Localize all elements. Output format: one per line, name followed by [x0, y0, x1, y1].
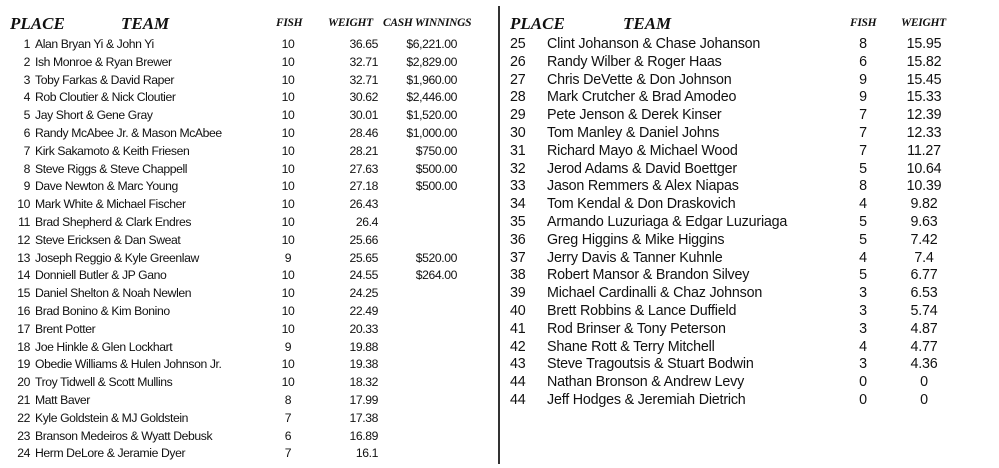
- cell-fish: 10: [281, 375, 295, 390]
- cell-cash-winnings: $2,446.00: [406, 90, 457, 105]
- cell-fish: 9: [859, 71, 867, 88]
- cell-place: 5: [23, 108, 30, 123]
- table-row: [510, 232, 994, 250]
- cell-fish: 6: [284, 428, 292, 443]
- cell-team: Michael Cardinalli & Chaz Johnson: [547, 285, 763, 302]
- cell-team: Obedie Williams & Hulen Johnson Jr.: [35, 357, 222, 372]
- cell-fish: 3: [859, 320, 867, 337]
- header-fish: FISH: [850, 17, 877, 29]
- table-row: [8, 339, 492, 357]
- cell-fish: 7: [859, 107, 867, 124]
- cell-fish: 4: [859, 249, 867, 266]
- table-row: [510, 267, 994, 285]
- cell-weight: 0: [920, 391, 928, 408]
- cell-fish: 6: [859, 53, 867, 70]
- cell-fish: 10: [281, 37, 295, 51]
- cell-fish: 10: [281, 72, 295, 87]
- cell-place: 4: [23, 90, 30, 105]
- cell-cash-winnings: $1,520.00: [406, 108, 457, 123]
- cell-place: 43: [510, 356, 526, 373]
- cell-place: 30: [510, 124, 526, 141]
- cell-team: Pete Jenson & Derek Kinser: [547, 107, 722, 124]
- cell-fish: 9: [284, 250, 292, 265]
- table-row: [8, 321, 492, 339]
- cell-place: 25: [510, 36, 526, 52]
- cell-place: 35: [510, 213, 526, 230]
- cell-place: 42: [510, 338, 526, 355]
- header-weight: WEIGHT: [328, 17, 373, 29]
- cell-weight: 25.66: [349, 232, 378, 247]
- cell-team: Shane Rott & Terry Mitchell: [547, 338, 715, 355]
- table-row: [510, 374, 994, 392]
- cell-cash-winnings: $500.00: [415, 179, 457, 194]
- cell-fish: 7: [284, 410, 292, 425]
- cell-weight: 24.55: [349, 268, 378, 283]
- cell-place: 31: [510, 142, 526, 159]
- cell-fish: 10: [281, 161, 295, 176]
- cell-weight: 6.53: [910, 285, 938, 302]
- table-row: [510, 178, 994, 196]
- cell-team: Daniel Shelton & Noah Newlen: [35, 286, 192, 301]
- cell-place: 10: [17, 197, 30, 212]
- cell-team: Steve Riggs & Steve Chappell: [35, 161, 188, 176]
- table-row: [8, 250, 492, 268]
- table-row: [8, 303, 492, 321]
- table-row: [510, 54, 994, 72]
- cell-fish: 10: [281, 286, 295, 301]
- table-row: [510, 107, 994, 125]
- cell-team: Donniell Butler & JP Gano: [35, 268, 167, 283]
- cell-weight: 5.74: [910, 302, 938, 319]
- cell-place: 19: [17, 357, 30, 372]
- header-team: TEAM: [121, 14, 170, 33]
- cell-weight: 12.39: [906, 107, 942, 124]
- cell-fish: 9: [284, 339, 292, 354]
- table-row: [510, 36, 994, 54]
- table-row: [510, 161, 994, 179]
- cell-fish: 5: [859, 213, 867, 230]
- cell-weight: 11.27: [907, 142, 941, 159]
- cell-place: 37: [510, 249, 526, 266]
- cell-weight: 17.38: [349, 410, 378, 425]
- cell-fish: 9: [859, 89, 867, 106]
- cell-fish: 7: [859, 124, 867, 141]
- cell-weight: 10.39: [906, 178, 942, 195]
- cell-team: Toby Farkas & David Raper: [35, 72, 175, 87]
- table-row: [510, 356, 994, 374]
- table-row: [510, 339, 994, 357]
- cell-place: 22: [17, 410, 30, 425]
- cell-weight: 4.87: [910, 320, 938, 337]
- cell-team: Randy Wilber & Roger Haas: [547, 53, 722, 70]
- table-row: [8, 410, 492, 428]
- cell-fish: 4: [859, 196, 867, 213]
- cell-team: Tom Manley & Daniel Johns: [547, 124, 720, 141]
- results-table-left: [8, 14, 492, 463]
- cell-team: Alan Bryan Yi & John Yi: [35, 37, 154, 51]
- header-cash-winnings: CASH WINNINGS: [383, 17, 472, 29]
- cell-place: 1: [23, 37, 30, 51]
- cell-weight: 4.36: [910, 356, 938, 373]
- table-row: [8, 428, 492, 446]
- cell-place: 12: [17, 232, 30, 247]
- cell-weight: 7.4: [914, 249, 934, 266]
- cell-place: 14: [17, 268, 30, 283]
- cell-weight: 17.99: [349, 392, 378, 407]
- cell-team: Mark White & Michael Fischer: [35, 197, 186, 212]
- table-row: [8, 107, 492, 125]
- cell-place: 20: [17, 375, 30, 390]
- cell-cash-winnings: $6,221.00: [406, 37, 457, 51]
- table-row: [8, 89, 492, 107]
- cell-fish: 10: [281, 357, 295, 372]
- cell-team: Brett Robbins & Lance Duffield: [547, 302, 737, 319]
- cell-team: Dave Newton & Marc Young: [35, 179, 178, 194]
- cell-weight: 16.89: [349, 428, 378, 443]
- cell-team: Steve Ericksen & Dan Sweat: [35, 232, 181, 247]
- cell-place: 9: [23, 179, 30, 194]
- table-row: [8, 54, 492, 72]
- table-row: [8, 232, 492, 250]
- cell-place: 21: [17, 392, 30, 407]
- cell-weight: 22.49: [349, 303, 378, 318]
- cell-team: Tom Kendal & Don Draskovich: [547, 196, 736, 213]
- table-row: [8, 125, 492, 143]
- cell-weight: 30.62: [349, 90, 378, 105]
- cell-weight: 20.33: [349, 321, 378, 336]
- cell-fish: 8: [859, 178, 867, 195]
- cell-fish: 0: [859, 391, 867, 408]
- header-place: PLACE: [510, 14, 565, 33]
- cell-place: 16: [17, 303, 30, 318]
- cell-weight: 32.71: [349, 72, 378, 87]
- cell-weight: 27.63: [349, 161, 378, 176]
- cell-team: Jay Short & Gene Gray: [35, 108, 153, 123]
- cell-weight: 10.64: [906, 160, 942, 177]
- cell-team: Nathan Bronson & Andrew Levy: [547, 374, 745, 391]
- cell-weight: 19.88: [349, 339, 378, 354]
- cell-team: Brad Bonino & Kim Bonino: [35, 303, 170, 318]
- cell-weight: 24.25: [349, 286, 378, 301]
- cell-place: 39: [510, 285, 526, 302]
- cell-place: 28: [510, 89, 526, 106]
- cell-fish: 10: [281, 197, 295, 212]
- cell-fish: 7: [284, 446, 292, 461]
- cell-fish: 10: [281, 214, 295, 229]
- header-weight: WEIGHT: [901, 17, 946, 29]
- cell-weight: 16.1: [355, 446, 378, 461]
- cell-fish: 10: [281, 321, 295, 336]
- cell-cash-winnings: $264.00: [415, 268, 457, 283]
- cell-weight: 12.33: [906, 124, 942, 141]
- table-row: [510, 321, 994, 339]
- cell-fish: 8: [284, 392, 292, 407]
- cell-place: 11: [18, 214, 30, 229]
- table-row: [510, 303, 994, 321]
- table-row: [8, 196, 492, 214]
- cell-place: 33: [510, 178, 526, 195]
- cell-weight: 0: [920, 374, 928, 391]
- cell-team: Kyle Goldstein & MJ Goldstein: [35, 410, 189, 425]
- cell-fish: 10: [281, 268, 295, 283]
- cell-weight: 7.42: [910, 231, 938, 248]
- cell-place: 23: [17, 428, 30, 443]
- cell-team: Troy Tidwell & Scott Mullins: [35, 375, 173, 390]
- cell-team: Richard Mayo & Michael Wood: [547, 142, 738, 159]
- cell-team: Herm DeLore & Jeramie Dyer: [35, 446, 186, 461]
- cell-fish: 0: [859, 374, 867, 391]
- cell-weight: 27.18: [349, 179, 378, 194]
- cell-team: Steve Tragoutsis & Stuart Bodwin: [547, 356, 754, 373]
- cell-team: Brad Shepherd & Clark Endres: [35, 214, 192, 229]
- cell-team: Ish Monroe & Ryan Brewer: [35, 54, 172, 69]
- cell-fish: 10: [281, 232, 295, 247]
- cell-team: Mark Crutcher & Brad Amodeo: [547, 89, 737, 106]
- cell-place: 36: [510, 231, 526, 248]
- cell-team: Brent Potter: [35, 321, 96, 336]
- cell-fish: 5: [859, 267, 867, 284]
- cell-fish: 10: [281, 143, 295, 158]
- cell-weight: 15.45: [906, 71, 942, 88]
- cell-cash-winnings: $1,960.00: [406, 72, 457, 87]
- cell-team: Kirk Sakamoto & Keith Friesen: [35, 143, 190, 158]
- table-row: [8, 285, 492, 303]
- cell-cash-winnings: $520.00: [415, 250, 457, 265]
- cell-team: Jeff Hodges & Jeremiah Dietrich: [547, 391, 746, 408]
- cell-team: Rod Brinser & Tony Peterson: [547, 320, 726, 337]
- cell-place: 8: [23, 161, 30, 176]
- cell-weight: 15.33: [906, 89, 942, 106]
- cell-team: Jason Remmers & Alex Niapas: [547, 178, 739, 195]
- cell-weight: 15.82: [906, 53, 942, 70]
- cell-fish: 10: [281, 90, 295, 105]
- cell-place: 41: [510, 320, 526, 337]
- header-place: PLACE: [10, 14, 65, 33]
- rows-left: [8, 36, 492, 463]
- cell-team: Joe Hinkle & Glen Lockhart: [35, 339, 173, 354]
- cell-fish: 10: [281, 108, 295, 123]
- table-row: [510, 143, 994, 161]
- cell-team: Jerry Davis & Tanner Kuhnle: [547, 249, 723, 266]
- table-row: [8, 214, 492, 232]
- cell-cash-winnings: $1,000.00: [406, 125, 457, 140]
- table-row: [8, 36, 492, 54]
- cell-weight: 19.38: [349, 357, 378, 372]
- cell-weight: 28.21: [349, 143, 378, 158]
- cell-team: Greg Higgins & Mike Higgins: [547, 231, 725, 248]
- cell-place: 7: [23, 143, 30, 158]
- cell-weight: 26.43: [349, 197, 378, 212]
- cell-place: 6: [23, 125, 30, 140]
- cell-cash-winnings: $750.00: [415, 143, 457, 158]
- table-row: [8, 445, 492, 463]
- cell-place: 29: [510, 107, 526, 124]
- cell-fish: 3: [859, 302, 867, 319]
- table-row: [510, 285, 994, 303]
- cell-place: 38: [510, 267, 526, 284]
- cell-place: 2: [23, 54, 30, 69]
- cell-weight: 9.82: [910, 196, 938, 213]
- column-divider: [498, 6, 500, 464]
- cell-weight: 28.46: [349, 125, 378, 140]
- cell-place: 18: [17, 339, 30, 354]
- cell-place: 26: [510, 53, 526, 70]
- cell-place: 44: [510, 374, 526, 391]
- table-row: [8, 178, 492, 196]
- cell-cash-winnings: $500.00: [415, 161, 457, 176]
- cell-fish: 10: [281, 54, 295, 69]
- table-row: [8, 267, 492, 285]
- cell-weight: 15.95: [906, 36, 942, 52]
- cell-fish: 3: [859, 356, 867, 373]
- cell-team: Chris DeVette & Don Johnson: [547, 71, 732, 88]
- cell-place: 34: [510, 196, 526, 213]
- cell-place: 17: [17, 321, 30, 336]
- table-row: [8, 374, 492, 392]
- table-row: [510, 89, 994, 107]
- cell-team: Armando Luzuriaga & Edgar Luzuriaga: [547, 213, 788, 230]
- cell-team: Robert Mansor & Brandon Silvey: [547, 267, 750, 284]
- rows-right: [510, 36, 994, 410]
- cell-weight: 18.32: [349, 375, 378, 390]
- cell-weight: 25.65: [349, 250, 378, 265]
- table-row: [510, 125, 994, 143]
- cell-team: Joseph Reggio & Kyle Greenlaw: [35, 250, 199, 265]
- cell-place: 32: [510, 160, 526, 177]
- cell-team: Rob Cloutier & Nick Cloutier: [35, 90, 176, 105]
- cell-team: Randy McAbee Jr. & Mason McAbee: [35, 125, 222, 140]
- cell-fish: 10: [281, 125, 295, 140]
- cell-place: 3: [23, 72, 30, 87]
- cell-weight: 9.63: [910, 213, 938, 230]
- cell-team: Matt Baver: [35, 392, 90, 407]
- cell-place: 44: [510, 391, 526, 408]
- table-row: [510, 214, 994, 232]
- cell-fish: 4: [859, 338, 867, 355]
- cell-weight: 30.01: [349, 108, 378, 123]
- table-row: [8, 161, 492, 179]
- cell-team: Branson Medeiros & Wyatt Debusk: [35, 428, 213, 443]
- header-fish: FISH: [276, 17, 303, 29]
- table-row: [8, 72, 492, 90]
- table-row: [8, 143, 492, 161]
- cell-team: Jerod Adams & David Boettger: [547, 160, 737, 177]
- cell-weight: 32.71: [349, 54, 378, 69]
- cell-fish: 10: [281, 179, 295, 194]
- table-row: [510, 196, 994, 214]
- cell-fish: 8: [859, 36, 867, 52]
- table-row: [510, 392, 994, 410]
- cell-weight: 6.77: [910, 267, 938, 284]
- table-row: [510, 250, 994, 268]
- cell-fish: 3: [859, 285, 867, 302]
- table-row: [8, 392, 492, 410]
- cell-place: 40: [510, 302, 526, 319]
- table-row: [8, 356, 492, 374]
- table-row: [510, 72, 994, 90]
- table-header-left: [8, 14, 492, 36]
- cell-fish: 5: [859, 160, 867, 177]
- cell-weight: 26.4: [355, 214, 378, 229]
- cell-place: 24: [17, 446, 30, 461]
- cell-fish: 7: [859, 142, 867, 159]
- cell-weight: 36.65: [349, 37, 378, 51]
- cell-team: Clint Johanson & Chase Johanson: [547, 36, 761, 52]
- cell-fish: 10: [281, 303, 295, 318]
- cell-place: 15: [17, 286, 30, 301]
- cell-fish: 5: [859, 231, 867, 248]
- table-header-right: [510, 14, 994, 36]
- results-table-right: [510, 14, 994, 410]
- cell-place: 27: [510, 71, 526, 88]
- header-team: TEAM: [623, 14, 672, 33]
- cell-cash-winnings: $2,829.00: [406, 54, 457, 69]
- cell-weight: 4.77: [910, 338, 938, 355]
- cell-place: 13: [17, 250, 30, 265]
